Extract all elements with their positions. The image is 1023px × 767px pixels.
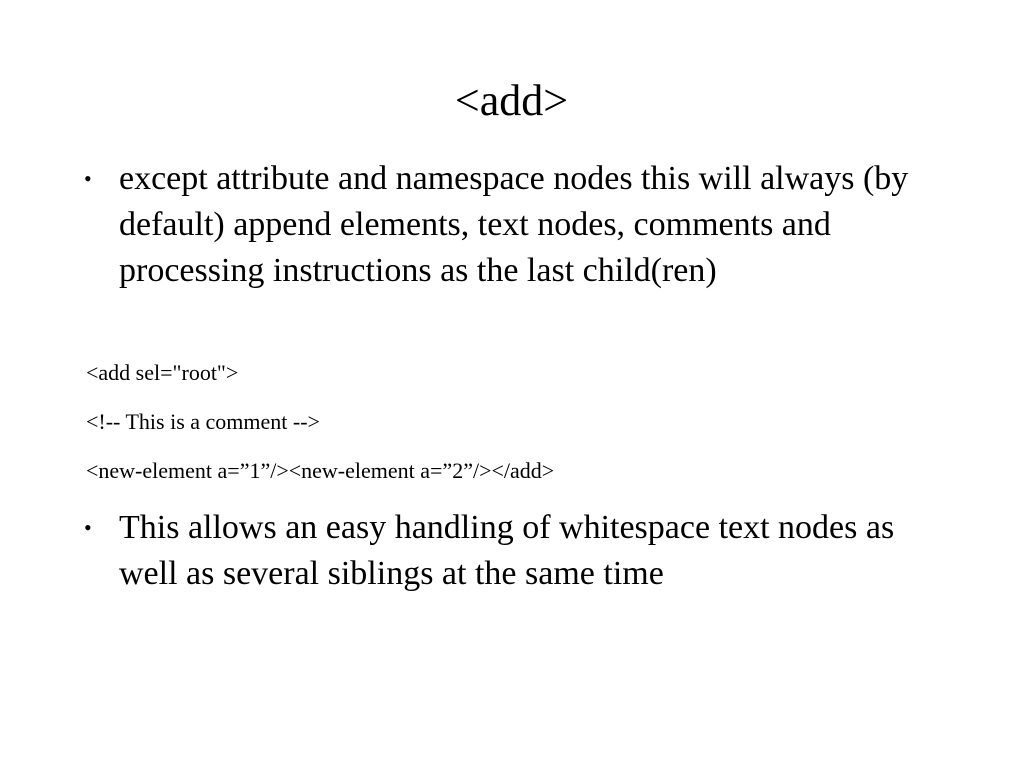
bullet-text: except attribute and namespace nodes this will always (by default) append elements, text nodes, comments and processing instructions as the last child(ren) bbox=[119, 160, 909, 289]
bullet-item bbox=[84, 156, 944, 294]
code-line: <new-element a=”1”/><new-element a=”2”/></add> bbox=[86, 458, 555, 483]
code-line: <add sel="root"> bbox=[86, 360, 239, 385]
bullet-text: This allows an easy handling of whitespace text nodes as well as several siblings at the same time bbox=[119, 509, 895, 592]
slide-title: <add> bbox=[454, 76, 569, 125]
bullet-marker: • bbox=[84, 166, 92, 191]
bullet-marker: • bbox=[84, 515, 92, 540]
bullet-item bbox=[84, 505, 944, 597]
code-line: <!-- This is a comment --> bbox=[86, 409, 320, 434]
